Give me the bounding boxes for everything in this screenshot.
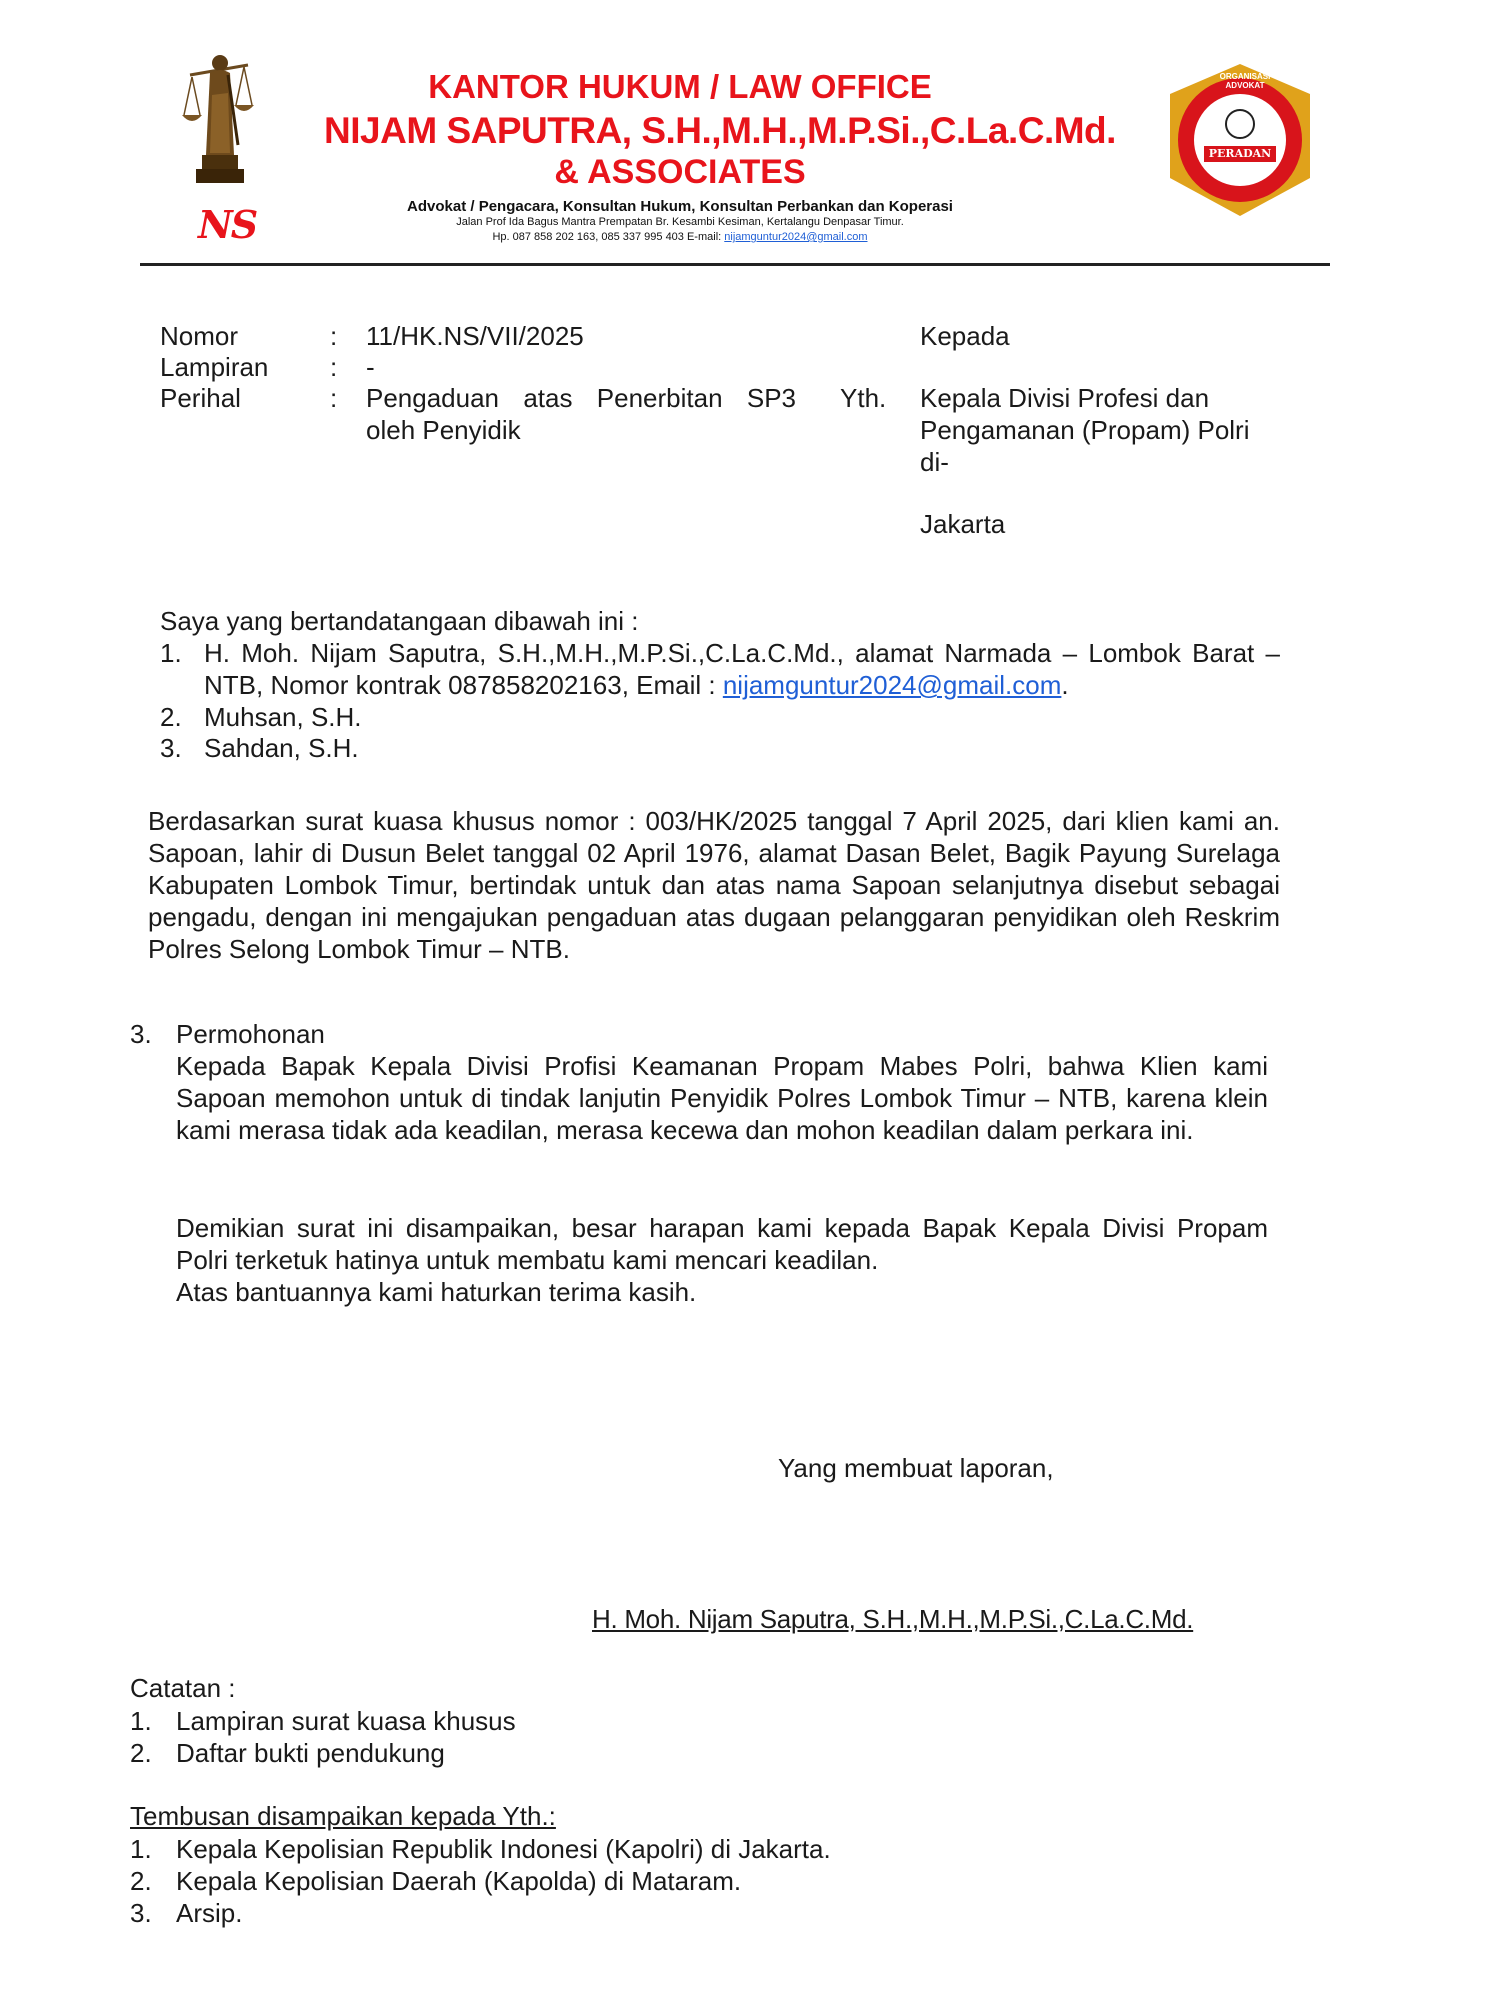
recipient-yth: Yth. [840, 383, 887, 413]
contact-phones: Hp. 087 858 202 163, 085 337 995 403 E-mail: [492, 231, 722, 243]
header-divider [140, 263, 1330, 266]
signer-num: 2. [160, 702, 182, 732]
closing-thanks: Atas bantuannya kami haturkan terima kasih. [176, 1277, 697, 1307]
badge-top-text: ORGANISASI ADVOKAT [1219, 72, 1271, 90]
cc-num: 1. [130, 1834, 152, 1864]
cc-item: Arsip. [176, 1898, 243, 1928]
notes-item: Lampiran surat kuasa khusus [176, 1706, 516, 1736]
closing-paragraph: Demikian surat ini disampaikan, besar harapan kami kepada Bapak Kepala Divisi Propam Polri terketuk hatinya untuk membatu kami mencari keadilan. [176, 1213, 1268, 1275]
recipient-kepada: Kepada [920, 321, 1010, 351]
badge-sub: ADVOKAT MEDIA [1215, 165, 1265, 171]
perihal-label: Perihal [160, 383, 241, 413]
signer-item: Sahdan, S.H. [204, 733, 359, 763]
complaint-paragraph: Berdasarkan surat kuasa khusus nomor : 003/HK/2025 tanggal 7 April 2025, dari klien kami an. Sapoan, lahir di Dusun Belet tanggal 02 April 1976, alamat Dasan Belet, Bagik Payung Surelaga Kabupaten Lombok Timur, bertindak untuk dan atas nama Sapoan selanjutnya disebut sebagai pengadu, dengan ini mengajukan pengaduan atas dugaan pelanggaran penyidikan oleh Reskrim Polres Selong Lombok Timur – NTB. [148, 806, 1280, 964]
recipient-name: Kepala Divisi Profesi dan Pengamanan (Propam) Polri di- [920, 383, 1250, 477]
signer-num: 1. [160, 638, 182, 668]
letterhead-line1: KANTOR HUKUM / LAW OFFICE [428, 68, 932, 105]
nomor-colon: : [330, 321, 338, 351]
notes-item: Daftar bukti pendukung [176, 1738, 445, 1768]
nomor-value: 11/HK.NS/VII/2025 [366, 321, 584, 351]
signer-num: 3. [160, 733, 182, 763]
signer-text: H. Moh. Nijam Saputra, S.H.,M.H.,M.P.Si.,C.La.C.Md., alamat Narmada – Lombok Barat – NTB, Nomor kontrak 087858202163, Email : [204, 638, 1280, 700]
signature-label: Yang membuat laporan, [778, 1453, 1054, 1483]
recipient-city: Jakarta [920, 509, 1006, 539]
section-title: Permohonan [176, 1019, 325, 1049]
notes-num: 1. [130, 1706, 152, 1736]
signer-email-link[interactable]: nijamguntur2024@gmail.com [722, 670, 1062, 700]
letterhead-services: Advokat / Pengacara, Konsultan Hukum, Konsultan Perbankan dan Koperasi [407, 198, 953, 215]
notes-title: Catatan : [130, 1673, 236, 1703]
lampiran-colon: : [330, 352, 338, 382]
cc-num: 2. [130, 1866, 152, 1896]
letterhead-firm-name: NIJAM SAPUTRA, S.H.,M.H.,M.P.Si.,C.La.C.Md. [324, 110, 1116, 151]
nomor-label: Nomor [160, 321, 239, 351]
notes-num: 2. [130, 1738, 152, 1768]
cc-title: Tembusan disampaikan kepada Yth.: [130, 1801, 556, 1831]
badge-name: PERADAN [1208, 147, 1272, 160]
letterhead [140, 30, 1340, 270]
signer-item: Muhsan, S.H. [204, 702, 362, 732]
firm-initials: NS [198, 202, 257, 247]
letterhead-contact [220, 231, 1140, 243]
signer-item [204, 637, 1280, 701]
perihal-value: Pengaduan atas Penerbitan SP3 oleh Penyidik [366, 383, 796, 445]
section-text: Kepada Bapak Kepala Divisi Profisi Keamanan Propam Mabes Polri, bahwa Klien kami Sapoan memohon untuk di tindak lanjutin Penyidik Polres Lombok Timur – NTB, karena klein kami merasa tidak ada keadilan, merasa kecewa dan mohon keadilan dalam perkara ini. [176, 1051, 1268, 1145]
section-number: 3. [130, 1019, 152, 1049]
lampiran-label: Lampiran [160, 352, 269, 382]
cc-item: Kepala Kepolisian Republik Indonesi (Kapolri) di Jakarta. [176, 1834, 831, 1864]
signer-tail: . [1061, 670, 1069, 700]
letterhead-address: Jalan Prof Ida Bagus Mantra Prempatan Br. Kesambi Kesiman, Kertalangu Denpasar Timur. [456, 216, 904, 228]
lampiran-value: - [366, 352, 375, 382]
perihal-colon: : [330, 383, 338, 413]
letterhead-line3: & ASSOCIATES [554, 153, 806, 191]
cc-item: Kepala Kepolisian Daerah (Kapolda) di Mataram. [176, 1866, 742, 1896]
contact-email-link[interactable]: nijamguntur2024@gmail.com [724, 231, 868, 243]
cc-num: 3. [130, 1898, 152, 1928]
intro-text: Saya yang bertandatangaan dibawah ini : [160, 606, 639, 636]
signature-name: H. Moh. Nijam Saputra, S.H.,M.H.,M.P.Si.,C.La.C.Md. [592, 1604, 1194, 1634]
